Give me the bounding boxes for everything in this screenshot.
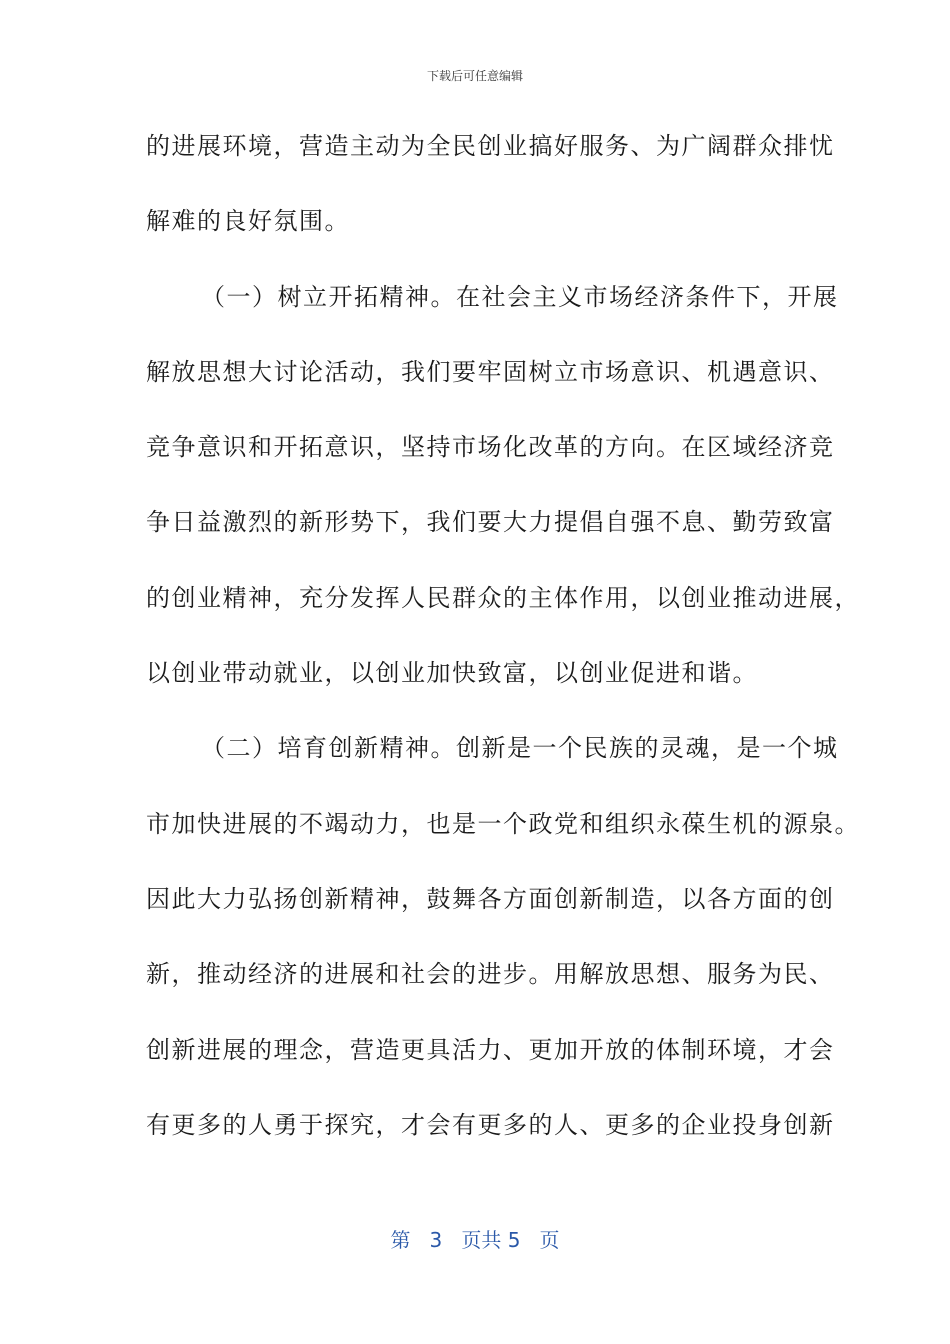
body-line: （二）培育创新精神。创新是一个民族的灵魂，是一个城 <box>201 734 839 763</box>
body-line: 创新进展的理念，营造更具活力、更加开放的体制环境，才会 <box>146 1035 835 1064</box>
page-footer <box>0 1224 950 1253</box>
body-line: 新，推动经济的进展和社会的进步。用解放思想、服务为民、 <box>146 960 835 989</box>
footer-middle: 页共 <box>461 1228 502 1252</box>
body-line: 市加快进展的不竭动力，也是一个政党和组织永葆生机的源泉。 <box>146 809 860 838</box>
total-page-number: 5 <box>507 1228 521 1252</box>
body-line: 解难的良好氛围。 <box>146 207 350 236</box>
body-line: 以创业带动就业，以创业加快致富，以创业促进和谐。 <box>146 659 758 688</box>
document-body <box>146 118 860 1172</box>
body-line: 的进展环境，营造主动为全民创业搞好服务、为广阔群众排忧 <box>146 132 835 160</box>
body-line: 的创业精神，充分发挥人民群众的主体作用，以创业推动进展， <box>146 583 860 612</box>
body-line: （一）树立开拓精神。在社会主义市场经济条件下，开展 <box>201 282 839 311</box>
footer-prefix: 第 <box>390 1228 411 1252</box>
footer-suffix: 页 <box>539 1228 560 1252</box>
body-line: 竞争意识和开拓意识，坚持市场化改革的方向。在区域经济竞 <box>146 433 835 462</box>
body-line: 因此大力弘扬创新精神，鼓舞各方面创新制造，以各方面的创 <box>146 884 835 913</box>
header-note: 下载后可任意编辑 <box>426 69 523 83</box>
body-line: 解放思想大讨论活动，我们要牢固树立市场意识、机遇意识、 <box>146 357 835 386</box>
body-line: 争日益激烈的新形势下，我们要大力提倡自强不息、勤劳致富 <box>146 508 835 537</box>
body-line: 有更多的人勇于探究，才会有更多的人、更多的企业投身创新 <box>146 1110 835 1139</box>
current-page-number: 3 <box>429 1228 443 1252</box>
